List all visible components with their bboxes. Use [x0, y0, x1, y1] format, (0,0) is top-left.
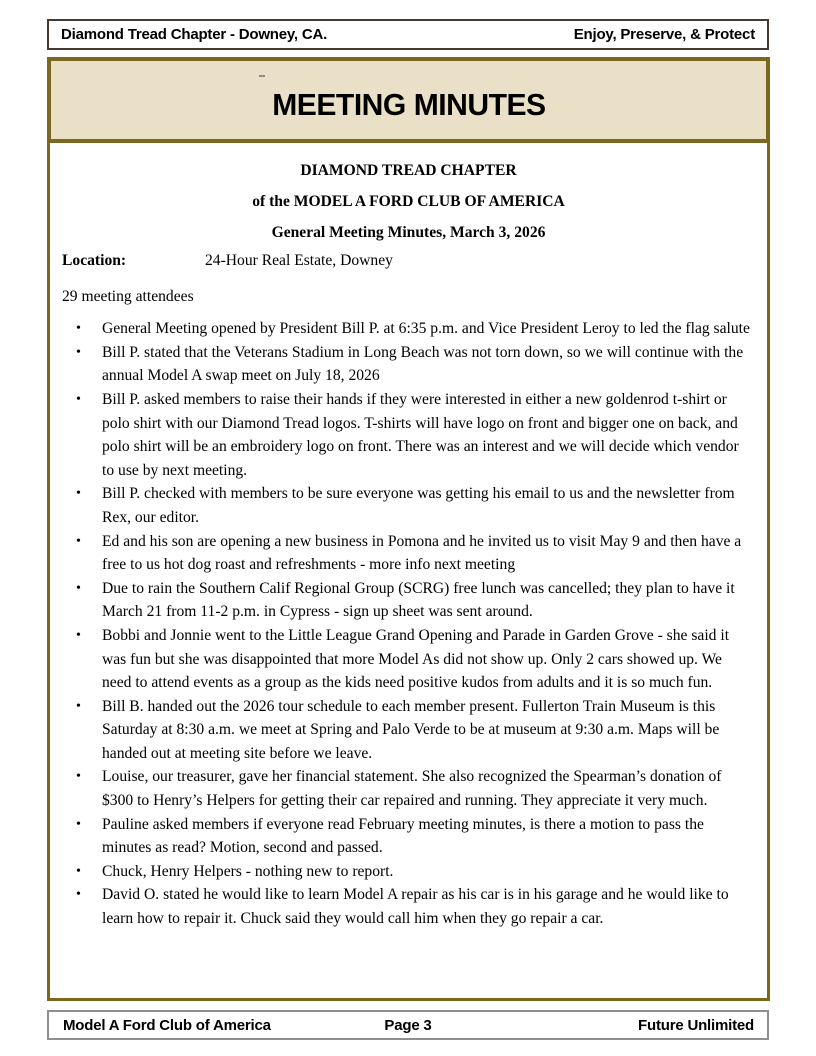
page-title: MEETING MINUTES [271, 87, 546, 122]
header-chapter-text: Diamond Tread Chapter - Downey, CA. [61, 26, 328, 43]
doc-heading-club: of the MODEL A FORD CLUB OF AMERICA [252, 193, 565, 210]
minutes-bullet: • Chuck, Henry Helpers - nothing new to report. [74, 860, 755, 884]
minutes-bullet: • Bill P. checked with members to be sure everyone was getting his email to us and the newsletter from Rex, our editor. [74, 482, 755, 529]
footer-bar [47, 1010, 769, 1040]
footer-club-name: Model A Ford Club of America [63, 1016, 271, 1034]
doc-heading-chapter: DIAMOND TREAD CHAPTER [300, 162, 517, 179]
header-bar [47, 19, 769, 50]
header-motto-text: Enjoy, Preserve, & Protect [573, 26, 755, 43]
minutes-bullet: • Bill P. stated that the Veterans Stadium in Long Beach was not torn down, so we will continue with the annual Model A swap meet on July 18, 2026 [74, 341, 755, 388]
minutes-bullet: • Bobbi and Jonnie went to the Little League Grand Opening and Parade in Garden Grove - she said it was fun but she was disappointed that more Model As did not show up. Only 2 cars showed up. We need to attend events as a group as the kids need positive kudos from adults and it is so much fun. [74, 624, 755, 695]
footer-page-number: Page 3 [384, 1016, 432, 1034]
meeting-minutes-banner [47, 57, 770, 143]
minutes-bullet: • Bill P. asked members to raise their hands if they were interested in either a new goldenrod t-shirt or polo shirt with our Diamond Tread logos. T-shirts will have logo on front and bigger one on back, and polo shirt will be an embroidery logo on front. There was an interest and we will decide which vendor to use by next meeting. [74, 388, 755, 482]
attendees-count: 29 meeting attendees [62, 287, 194, 305]
minutes-bullet: • David O. stated he would like to learn Model A repair as his car is in his garage and he would like to learn how to repair it. Chuck said they would call him when they go repair a car. [74, 883, 755, 930]
minutes-bullet: • Due to rain the Southern Calif Regional Group (SCRG) free lunch was cancelled; they plan to have it March 21 from 11-2 p.m. in Cypress - sign up sheet was sent around. [74, 577, 755, 624]
minutes-bullet: • Ed and his son are opening a new business in Pomona and he invited us to visit May 9 and then have a free to us hot dog roast and refreshments - more info next meeting [74, 530, 755, 577]
minutes-bullet: • Louise, our treasurer, gave her financial statement. She also recognized the Spearman’s donation of $300 to Henry’s Helpers for getting their car repaired and running. They appreciate it very much. [74, 765, 755, 812]
minutes-bullet-list [62, 317, 755, 930]
minutes-bullet: • Pauline asked members if everyone read February meeting minutes, is there a motion to pass the minutes as read? Motion, second and passed. [74, 813, 755, 860]
location-label: Location: [62, 252, 127, 269]
minutes-bullet: • General Meeting opened by President Bill P. at 6:35 p.m. and Vice President Leroy to led the flag salute [74, 317, 755, 341]
minutes-bullet: • Bill B. handed out the 2026 tour schedule to each member present. Fullerton Train Museum is this Saturday at 8:30 a.m. we meet at Spring and Palo Verde to be at museum at 9:30 a.m. Maps will be handed out at meeting site before we leave. [74, 695, 755, 766]
minutes-document [47, 143, 770, 1001]
stray-mark [259, 75, 265, 77]
doc-heading-meeting: General Meeting Minutes, March 3, 2026 [271, 224, 546, 241]
location-row [62, 249, 755, 273]
location-value: 24-Hour Real Estate, Downey [205, 252, 393, 269]
footer-motto: Future Unlimited [638, 1016, 754, 1034]
